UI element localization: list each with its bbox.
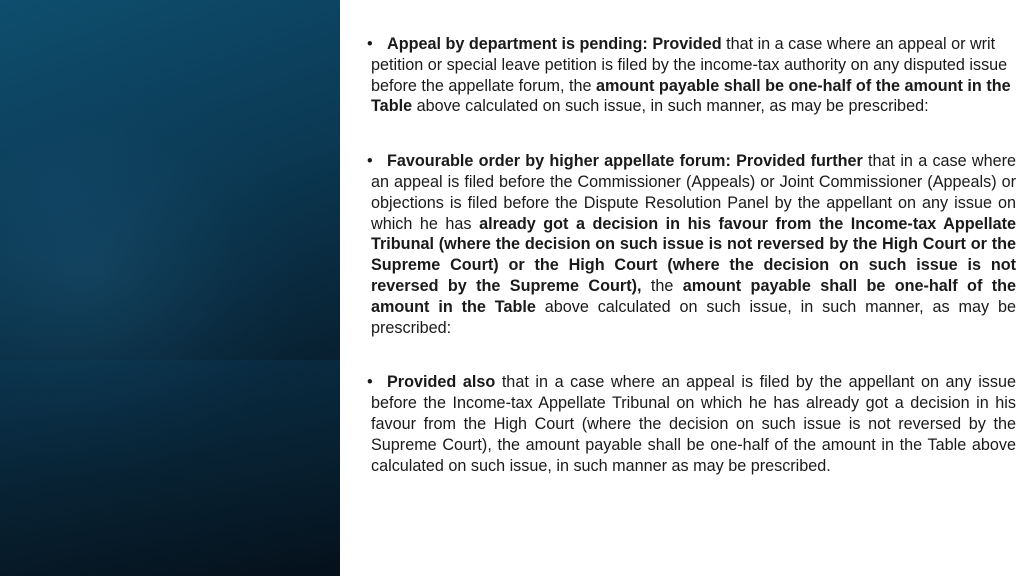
bold-text: Appeal by department is pending: Provided — [387, 35, 722, 53]
bullet-item-department-appeal — [367, 34, 1016, 117]
bullet-paragraph — [371, 34, 1016, 117]
bold-text: amount payable shall be one-half of the amount in the Table — [371, 276, 1016, 316]
bold-text: already got a decision in his favour from the Income-tax Appellate Tribunal (where the decision on such issue is not reversed by the High Court or the Supreme Court) or the High Court (where the decision on such issue is not reversed by the Supreme Court), — [371, 214, 1016, 295]
bullet-item-favourable-order — [367, 151, 1017, 338]
body-text: above calculated on such issue, in such manner, as may be prescribed: — [371, 297, 1016, 337]
bullet-paragraph — [371, 372, 1016, 476]
bullet-dot-icon: • — [367, 373, 373, 392]
decorative-side-panel — [0, 0, 340, 576]
body-text: that in a case where an appeal is filed before the Commissioner (Appeals) or Joint Commissioner (Appeals) or objections is filed before the Dispute Resolution Panel by the appellant on any issue on which he has — [371, 152, 1017, 233]
slide-content — [367, 34, 1017, 476]
body-text: the — [641, 276, 683, 295]
bullet-item-provided-also — [367, 372, 1016, 476]
bullet-dot-icon: • — [367, 35, 373, 53]
body-text: that in a case where an appeal is filed by the appellant on any issue before the Income-tax Appellate Tribunal on which he has already got a decision in his favour from the High Court (where the decision on such issue is not reversed by the Supreme Court), the amount payable shall be one-half of the amount in the Table above calculated on such issue, in such manner as may be prescribed. — [371, 373, 1016, 475]
bold-text: Provided also — [387, 373, 496, 392]
bullet-dot-icon: • — [367, 152, 373, 171]
panel-band-shape — [0, 360, 340, 576]
body-text: that in a case where an appeal or writ petition or special leave petition is filed by the income-tax authority on any disputed issue before the appellate forum, the — [371, 35, 1008, 95]
bold-text: Favourable order by higher appellate forum: Provided further — [387, 152, 863, 171]
body-text: above calculated on such issue, in such manner, as may be prescribed: — [412, 97, 929, 116]
bold-text: amount payable shall be one-half of the amount in the Table — [371, 76, 1011, 116]
bullet-paragraph — [371, 151, 1016, 338]
